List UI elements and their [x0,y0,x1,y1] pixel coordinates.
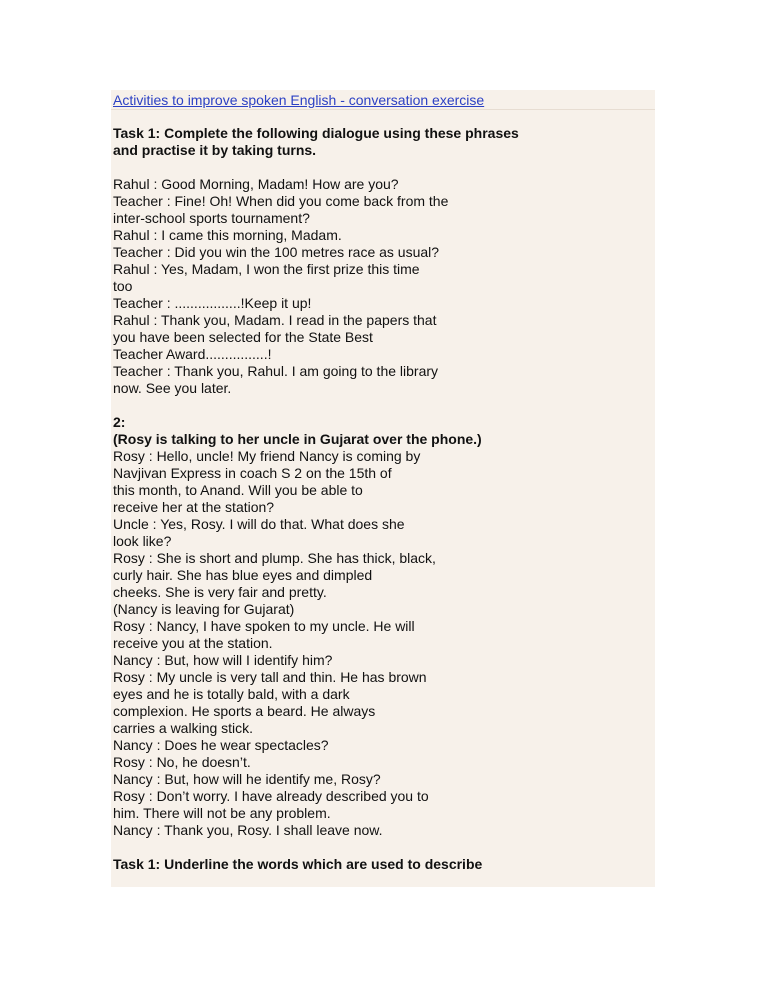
dialogue-line: complexion. He sports a beard. He always [113,703,376,719]
dialogue-line: cheeks. She is very fair and pretty. [113,584,327,600]
dialogue-line: too [113,278,133,294]
spacer [113,839,653,856]
document-content [113,125,653,873]
dialogue-line: Nancy : Does he wear spectacles? [113,737,329,753]
dialogue-line: (Nancy is leaving for Gujarat) [113,601,295,617]
dialogue-line: Rosy : No, he doesn’t. [113,754,251,770]
dialogue-line: Rahul : I came this morning, Madam. [113,227,342,243]
dialogue-line: this month, to Anand. Will you be able to [113,482,363,498]
dialogue-2 [113,448,653,839]
dialogue-line: Nancy : Thank you, Rosy. I shall leave now. [113,822,383,838]
dialogue-line: look like? [113,533,172,549]
title-link[interactable]: Activities to improve spoken English - conversation exercise [113,92,485,108]
dialogue-line: Rosy : Don’t worry. I have already described you to [113,788,429,804]
dialogue-line: Teacher : .................!Keep it up! [113,295,312,311]
dialogue-line: Teacher : Did you win the 100 metres race as usual? [113,244,440,260]
dialogue-line: you have been selected for the State Best [113,329,373,345]
dialogue-line: receive you at the station. [113,635,273,651]
dialogue-line: receive her at the station? [113,499,275,515]
dialogue-line: Rosy : My uncle is very tall and thin. He has brown [113,669,427,685]
task2-heading: Task 1: Underline the words which are used to describe [113,856,483,872]
section2-number: 2: [113,414,126,430]
dialogue-line: Rosy : She is short and plump. She has thick, black, [113,550,436,566]
task1-heading-line-2: and practise it by taking turns. [113,142,317,158]
spacer [113,397,653,414]
dialogue-line: Teacher : Fine! Oh! When did you come back from the [113,193,449,209]
dialogue-line: Teacher Award................! [113,346,272,362]
dialogue-line: Nancy : But, how will he identify me, Rosy? [113,771,381,787]
dialogue-line: Rosy : Hello, uncle! My friend Nancy is coming by [113,448,421,464]
dialogue-line: Navjivan Express in coach S 2 on the 15th of [113,465,392,481]
section2-subtitle: (Rosy is talking to her uncle in Gujarat over the phone.) [113,431,482,447]
dialogue-line: him. There will not be any problem. [113,805,331,821]
dialogue-1 [113,176,653,397]
dialogue-line: carries a walking stick. [113,720,254,736]
task1-heading-line-1: Task 1: Complete the following dialogue using these phrases [113,125,519,141]
dialogue-line: Uncle : Yes, Rosy. I will do that. What does she [113,516,405,532]
dialogue-line: eyes and he is totally bald, with a dark [113,686,350,702]
dialogue-line: Teacher : Thank you, Rahul. I am going to the library [113,363,439,379]
dialogue-line: Rosy : Nancy, I have spoken to my uncle. He will [113,618,415,634]
dialogue-line: Rahul : Yes, Madam, I won the first prize this time [113,261,420,277]
dialogue-line: Nancy : But, how will I identify him? [113,652,333,668]
dialogue-line: Rahul : Good Morning, Madam! How are you? [113,176,399,192]
dialogue-line: inter-school sports tournament? [113,210,310,226]
dialogue-line: curly hair. She has blue eyes and dimpled [113,567,373,583]
spacer [113,159,653,176]
dialogue-line: now. See you later. [113,380,232,396]
dialogue-line: Rahul : Thank you, Madam. I read in the papers that [113,312,437,328]
title-divider [111,109,655,110]
